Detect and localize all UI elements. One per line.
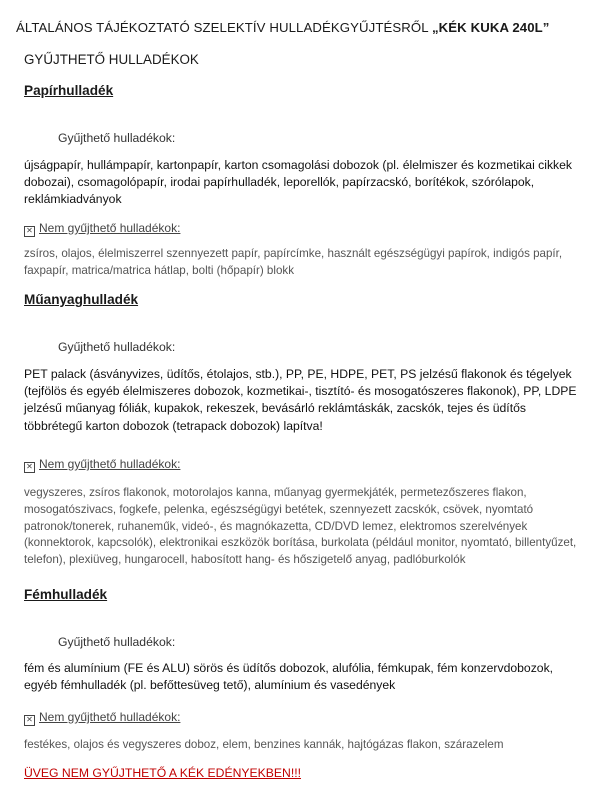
collectable-text-paper: újságpapír, hullámpapír, kartonpapír, karton csomagolási dobozok (pl. élelmiszer és kozmetikai cikkek dobozai), csomagolópapír, irodai papírhulladék, leporellók, papírzacskó, borítékok, szórólapok, reklámkiadványok (24, 158, 573, 207)
collectable-label-plastic: Gyűjthető hulladékok: (58, 340, 176, 354)
collectable-text-plastic: PET palack (ásványvizes, üdítős, étolajos, stb.), PP, PE, HDPE, PET, PS jelzésű flakonok és tégelyek (tejfölös és egyéb élelmiszeres dobozok, kozmetikai-, tisztító- és mosogatószeres flakonok), PP, LDPE jelzésű műanyag fóliák, kupakok, rekeszek, bevásárló reklámtáskák, zacskók, tejes és üdítős többrétegű karton dobozok (tetrapack dobozok) lapítva! (24, 367, 577, 433)
section-heading-plastic: Műanyaghulladék (24, 292, 139, 307)
document-subtitle: GYŰJTHETŐ HULLADÉKOK (24, 52, 199, 67)
checkbox-x-icon: ✕ (24, 226, 35, 237)
not-collectable-text-paper: zsíros, olajos, élelmiszerrel szennyezett papír, papírcímke, használt egészségügyi papírok, indigós papír, faxpapír, matrica/matrica hátlap, bolti (hőpapír) blokk (24, 247, 563, 277)
not-collectable-text-metal: festékes, olajos és vegyszeres doboz, elem, benzines kannák, hajtógázas flakon, szárazelem (24, 738, 504, 751)
checkbox-x-icon: ✕ (24, 715, 35, 726)
not-collectable-text-plastic: vegyszeres, zsíros flakonok, motorolajos kanna, műanyag gyermekjáték, permetezőszeres flakon, mosogatószivacs, fogkefe, pelenka, egészségügyi betétek, szennyezett zacskók, csövek, nyomtató patronok/tonerek, ruhaneműk, videó-, és magnókazetta, CD/DVD lemez, elektromos szerelvények (konnektorok, kapcsolók), elektronikai eszközök borítása, burkolata (például monitor, nyomtató, billentyűzet, telefon), plexiüveg, hungarocell, habosított hang- és hőszigetelő anyag, padlóburkolók (24, 486, 577, 567)
document-title (16, 20, 591, 35)
not-collectable-label-text: Nem gyűjthető hulladékok: (39, 457, 181, 471)
glass-warning: ÜVEG NEM GYŰJTHETŐ A KÉK EDÉNYEKBEN!!! (24, 766, 301, 780)
not-collectable-label-metal (24, 710, 180, 725)
section-heading-metal: Fémhulladék (24, 587, 108, 602)
title-bold: „KÉK KUKA 240L” (431, 20, 550, 35)
not-collectable-label-text: Nem gyűjthető hulladékok: (39, 710, 181, 724)
checkbox-x-icon: ✕ (24, 462, 35, 473)
not-collectable-label-plastic (24, 457, 180, 472)
title-main: ÁLTALÁNOS TÁJÉKOZTATÓ SZELEKTÍV HULLADÉKGYŰJTÉSRŐL (16, 20, 432, 35)
collectable-label-metal: Gyűjthető hulladékok: (58, 635, 176, 649)
collectable-label-paper: Gyűjthető hulladékok: (58, 131, 176, 145)
not-collectable-label-paper (24, 221, 180, 236)
section-heading-paper: Papírhulladék (24, 83, 114, 98)
collectable-text-metal: fém és alumínium (FE és ALU) sörös és üdítős dobozok, alufólia, fémkupak, fém konzervdobozok, egyéb fémhulladék (pl. befőttesüveg tető), alumínium és vasedények (24, 661, 554, 693)
not-collectable-label-text: Nem gyűjthető hulladékok: (39, 221, 181, 235)
